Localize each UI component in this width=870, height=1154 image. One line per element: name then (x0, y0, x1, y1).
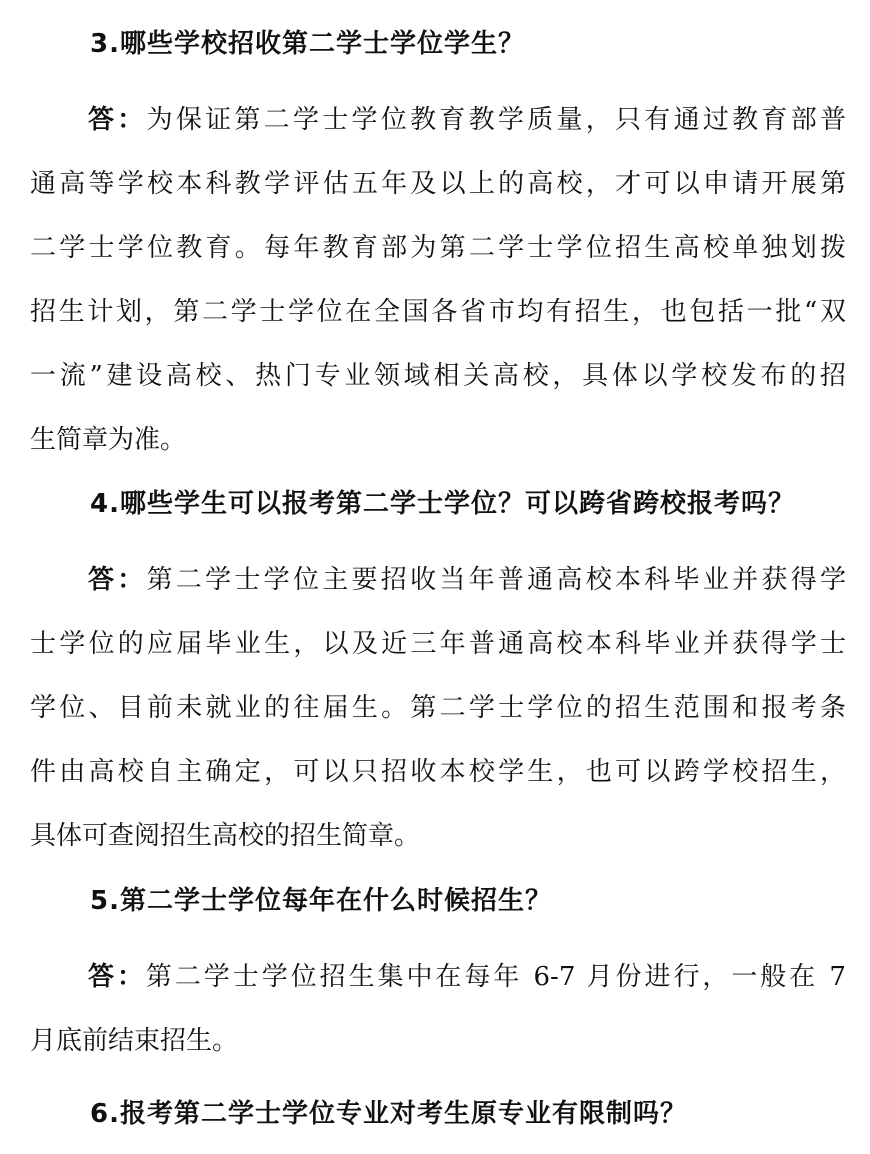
answer-5-paragraph (30, 945, 846, 1073)
answer-3-paragraph (30, 88, 846, 472)
question-5-heading: 5.第二学士学位每年在什么时候招生？ (90, 886, 552, 916)
answer-3-lead: 答： (88, 105, 147, 135)
answer-5-line-2: 月底前结束招生。 (30, 1026, 239, 1056)
answer-4-paragraph (30, 548, 846, 868)
answer-4-line-2: 士学位的应届毕业生，以及近三年普通高校本科毕业并获得学士 (30, 629, 846, 659)
answer-4-line-3: 学位、目前未就业的往届生。第二学士学位的招生范围和报考条 (30, 693, 846, 723)
answer-5-line-1: 答：第二学士学位招生集中在每年 6-7 月份进行，一般在 7 (88, 962, 846, 992)
answer-4-line-1: 答：第二学士学位主要招收当年普通高校本科毕业并获得学 (88, 565, 846, 595)
answer-4-line-4: 件由高校自主确定，可以只招收本校学生，也可以跨学校招生， (30, 757, 846, 787)
answer-3-line-4: 招生计划，第二学士学位在全国各省市均有招生，也包括一批“双 (30, 297, 846, 327)
answer-3-line-3: 二学士学位教育。每年教育部为第二学士学位招生高校单独划拨 (30, 233, 846, 263)
answer-4-lead: 答： (88, 565, 147, 595)
answer-5-lead: 答： (88, 962, 146, 992)
answer-3-line-6: 生简章为准。 (30, 425, 187, 455)
answer-3-line-2: 通高等学校本科教学评估五年及以上的高校，才可以申请开展第 (30, 169, 846, 199)
question-3-heading: 3.哪些学校招收第二学士学位学生？ (90, 29, 525, 59)
question-4-heading: 4.哪些学生可以报考第二学士学位？可以跨省跨校报考吗？ (90, 489, 795, 519)
answer-3-line-5: 一流”建设高校、热门专业领域相关高校，具体以学校发布的招 (30, 361, 846, 391)
question-6-heading: 6.报考第二学士学位专业对考生原专业有限制吗？ (90, 1099, 687, 1129)
answer-4-line-5: 具体可查阅招生高校的招生简章。 (30, 821, 421, 851)
answer-3-line-1: 答：为保证第二学士学位教育教学质量，只有通过教育部普 (88, 105, 846, 135)
